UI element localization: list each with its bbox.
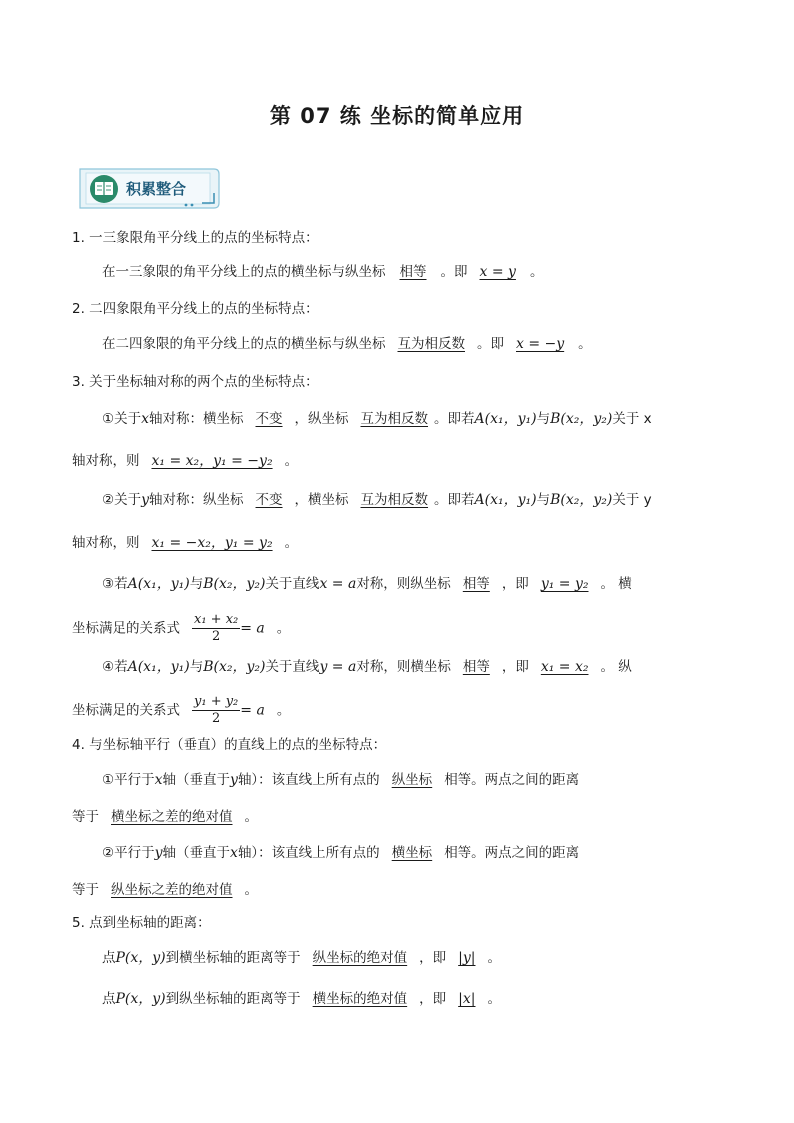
item-5-heading: 5. 点到坐标轴的距离：	[72, 915, 211, 931]
item-3-rule-1: ①关于x轴对称：横坐标 不变 ，纵坐标 互为相反数 。即若A(x₁，y₁)与B(x₂，y₂)关于 x	[102, 411, 652, 427]
badge-label: 积累整合	[126, 180, 187, 198]
item-5-rule-2: 点P(x，y)到纵坐标轴的距离等于 横坐标的绝对值 ，即 |x| 。	[102, 991, 501, 1007]
item-4-rule-2-cont: 等于 纵坐标之差的绝对值 。	[72, 882, 258, 898]
item-1-heading: 1. 一三象限角平分线上的点的坐标特点：	[72, 230, 319, 246]
item-5-rule-1: 点P(x，y)到横坐标轴的距离等于 纵坐标的绝对值 ，即 |y| 。	[102, 950, 501, 966]
answer-blank: 互为相反数	[397, 336, 465, 352]
fraction: $\frac{\text{x₁ + x₂}}{2}$	[194, 612, 239, 644]
section-badge	[76, 163, 222, 211]
item-4-rule-2: ②平行于y轴（垂直于x轴）：该直线上所有点的 横坐标 相等。两点之间的距离	[102, 845, 580, 861]
answer-blank: x = y	[479, 264, 516, 280]
item-4-heading: 4. 与坐标轴平行（垂直）的直线上的点的坐标特点：	[72, 737, 387, 753]
item-3-rule-2-cont: 轴对称，则 x₁ = −x₂，y₁ = y₂ 。	[72, 535, 299, 551]
item-2-heading: 2. 二四象限角平分线上的点的坐标特点：	[72, 301, 319, 317]
item-4-rule-1: ①平行于x轴（垂直于y轴）：该直线上所有点的 纵坐标 相等。两点之间的距离	[102, 772, 580, 788]
item-3-rule-3: ③若A(x₁，y₁)与B(x₂，y₂)关于直线x = a对称，则纵坐标 相等 ，即 y₁ = y₂ 。 横	[102, 576, 632, 592]
answer-blank: x = −y	[516, 336, 565, 352]
item-4-rule-1-cont: 等于 横坐标之差的绝对值 。	[72, 809, 258, 825]
fraction: $\frac{\text{y₁ + y₂}}{2}$	[194, 694, 239, 726]
item-3-rule-1-cont: 轴对称，则 x₁ = x₂，y₁ = −y₂ 。	[72, 453, 299, 469]
item-3-rule-4: ④若A(x₁，y₁)与B(x₂，y₂)关于直线y = a对称，则横坐标 相等 ，即 x₁ = x₂ 。 纵	[102, 659, 632, 675]
item-3-heading: 3. 关于坐标轴对称的两个点的坐标特点：	[72, 374, 319, 390]
page-title: 第 07 练 坐标的简单应用	[269, 104, 525, 128]
answer-blank: 相等	[399, 264, 427, 280]
item-3-rule-4-cont: 坐标满足的关系式 $\frac{\text{y₁ + y₂}}{2}$ = a 。	[72, 694, 291, 726]
item-3-rule-3-cont: 坐标满足的关系式 $\frac{\text{x₁ + x₂}}{2}$ = a 。	[72, 612, 291, 644]
item-1-body: 在一三象限的角平分线上的点的横坐标与纵坐标 相等 。即 x = y 。	[102, 264, 544, 280]
item-3-rule-2: ②关于y轴对称：纵坐标 不变 ，横坐标 互为相反数 。即若A(x₁，y₁)与B(x₂，y₂)关于 y	[102, 492, 652, 508]
item-2-body: 在二四象限的角平分线上的点的横坐标与纵坐标 互为相反数 。即 x = −y 。	[102, 336, 592, 352]
